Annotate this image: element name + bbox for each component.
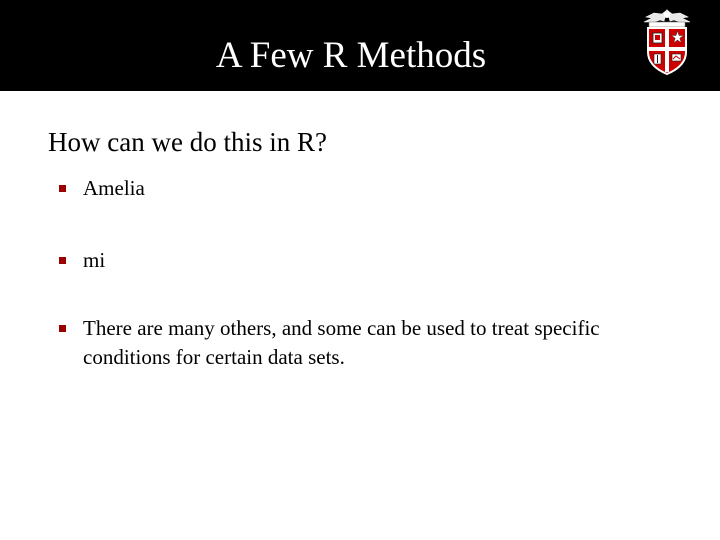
university-crest-icon <box>640 8 694 80</box>
title-bar <box>0 0 720 91</box>
slide-title: A Few R Methods <box>215 35 487 76</box>
bullet-text: Amelia <box>83 176 145 200</box>
bullet-marker <box>59 185 66 192</box>
bullet-marker <box>59 257 66 264</box>
bullet-text: There are many others, and some can be used to treat specific conditions for certain data sets. <box>83 316 600 369</box>
bullet-item-mi <box>59 246 659 275</box>
bullet-item-others <box>59 314 659 372</box>
bullet-marker <box>59 325 66 332</box>
bullet-item-amelia <box>59 174 659 203</box>
bullet-text: mi <box>83 248 106 272</box>
slide-heading: How can we do this in R? <box>48 127 327 157</box>
